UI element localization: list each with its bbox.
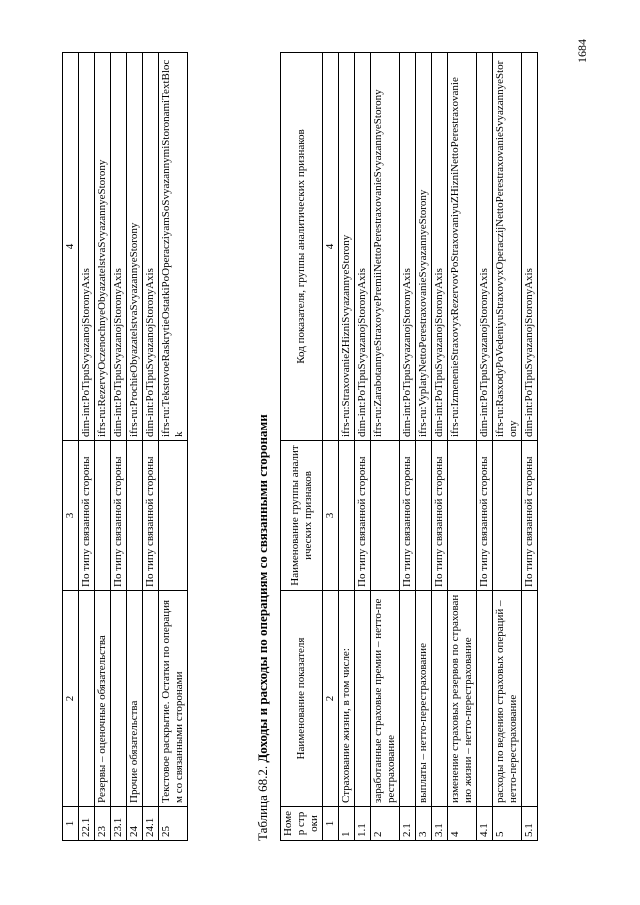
column-number: 1	[63, 807, 79, 841]
row-group	[371, 441, 400, 591]
row-group: По типу связанной стороны	[111, 441, 127, 591]
row-group	[416, 441, 432, 591]
column-number: 3	[323, 441, 339, 591]
row-group	[493, 441, 522, 591]
row-number: 2	[371, 807, 400, 841]
column-number-row	[323, 53, 339, 841]
row-group: По типу связанной стороны	[355, 441, 371, 591]
row-number: 1.1	[355, 807, 371, 841]
row-group	[159, 441, 188, 591]
column-number: 2	[63, 591, 79, 807]
row-number: 1	[339, 807, 355, 841]
header-code: Код показателя, группы аналитических признаков	[281, 53, 323, 441]
table-row	[111, 53, 127, 841]
row-code: ifrs-ru:StraxovanieZHizniSvyazannyeStorony	[339, 53, 355, 441]
row-number: 24	[127, 807, 143, 841]
row-number: 23.1	[111, 807, 127, 841]
row-code: dim-int:PoTipuSvyazanojStoronyAxis	[522, 53, 538, 441]
row-group: По типу связанной стороны	[432, 441, 448, 591]
table-row	[400, 53, 416, 841]
row-number: 4.1	[477, 807, 493, 841]
row-group	[448, 441, 477, 591]
row-code: dim-int:PoTipuSvyazanojStoronyAxis	[477, 53, 493, 441]
table-row	[493, 53, 522, 841]
row-name	[111, 591, 127, 807]
row-number: 5.1	[522, 807, 538, 841]
row-number: 5	[493, 807, 522, 841]
table-row	[432, 53, 448, 841]
row-group	[339, 441, 355, 591]
header-group: Наименование группы аналитических признаков	[281, 441, 323, 591]
column-number: 1	[323, 807, 339, 841]
caption-title: Доходы и расходы по операциям со связанными сторонами	[255, 414, 270, 763]
table-row	[355, 53, 371, 841]
row-code: ifrs-ru:IzmenenieStraxovyxRezervovPoStraxovaniyuZHizniNettoPerestraxovanie	[448, 53, 477, 441]
header-num: Номер строки	[281, 807, 323, 841]
row-name: Текстовое раскрытие. Остатки по операциям со связанными сторонами	[159, 591, 188, 807]
row-name	[477, 591, 493, 807]
row-name	[355, 591, 371, 807]
row-number: 3	[416, 807, 432, 841]
row-name: выплаты – нетто-перестрахование	[416, 591, 432, 807]
table-row	[143, 53, 159, 841]
table-row	[339, 53, 355, 841]
income-expense-table	[280, 52, 538, 841]
table-row	[477, 53, 493, 841]
header-name: Наименование показателя	[281, 591, 323, 807]
row-name: заработанные страховые премии – нетто-перестрахование	[371, 591, 400, 807]
row-group: По типу связанной стороны	[477, 441, 493, 591]
row-name	[522, 591, 538, 807]
table-row	[159, 53, 188, 841]
row-name: Страхование жизни, в том числе:	[339, 591, 355, 807]
row-code: ifrs-ru:RezervyOczenochnyeObyazatelstvaSvyazannyeStorony	[95, 53, 111, 441]
row-number: 25	[159, 807, 188, 841]
table-row	[371, 53, 400, 841]
row-group: По типу связанной стороны	[143, 441, 159, 591]
row-name	[400, 591, 416, 807]
row-name	[79, 591, 95, 807]
row-name: расходы по ведению страховых операций – нетто-перестрахование	[493, 591, 522, 807]
column-number: 2	[323, 591, 339, 807]
row-code: ifrs-ru:ZarabotannyeStraxovyePremiiNettoPerestraxovanieSvyazannyeStorony	[371, 53, 400, 441]
row-group	[95, 441, 111, 591]
table-row	[127, 53, 143, 841]
row-number: 22.1	[79, 807, 95, 841]
row-name: Резервы – оценочные обязательства	[95, 591, 111, 807]
table-caption	[255, 414, 271, 841]
header-row	[281, 53, 323, 841]
row-number: 4	[448, 807, 477, 841]
column-number: 4	[323, 53, 339, 441]
column-number: 4	[63, 53, 79, 441]
row-code: ifrs-ru:ProchieObyazatelstvaSvyazannyeStorony	[127, 53, 143, 441]
row-code: dim-int:PoTipuSvyazanojStoronyAxis	[432, 53, 448, 441]
row-number: 23	[95, 807, 111, 841]
row-name	[432, 591, 448, 807]
row-code: ifrs-ru:VyplatyNettoPerestraxovanieSvyazannyeStorony	[416, 53, 432, 441]
row-number: 24.1	[143, 807, 159, 841]
column-number: 3	[63, 441, 79, 591]
page-number: 1684	[575, 39, 589, 63]
row-name	[143, 591, 159, 807]
row-number: 2.1	[400, 807, 416, 841]
table-row	[95, 53, 111, 841]
row-code: dim-int:PoTipuSvyazanojStoronyAxis	[355, 53, 371, 441]
row-code: ifrs-ru:RasxodyPoVedeniyuStraxovyxOperaczijNettoPerestraxovanieSvyazannyeStorony	[493, 53, 522, 441]
row-code: dim-int:PoTipuSvyazanojStoronyAxis	[143, 53, 159, 441]
table-row	[79, 53, 95, 841]
row-code: ifrs-ru:TekstovoeRaskrytieOstatkiPoOperacziyamSoSvyazannymiStoronamiTextBlock	[159, 53, 188, 441]
row-code: dim-int:PoTipuSvyazanojStoronyAxis	[111, 53, 127, 441]
row-code: dim-int:PoTipuSvyazanojStoronyAxis	[79, 53, 95, 441]
column-number-row	[63, 53, 79, 841]
continued-table	[62, 52, 188, 841]
row-group	[127, 441, 143, 591]
row-group: По типу связанной стороны	[522, 441, 538, 591]
row-group: По типу связанной стороны	[79, 441, 95, 591]
row-name: Прочие обязательства	[127, 591, 143, 807]
row-code: dim-int:PoTipuSvyazanojStoronyAxis	[400, 53, 416, 441]
table-row	[448, 53, 477, 841]
row-number: 3.1	[432, 807, 448, 841]
row-name: изменение страховых резервов по страхованию жизни – нетто-перестрахование	[448, 591, 477, 807]
caption-label: Таблица 68.2.	[255, 765, 270, 841]
table-row	[522, 53, 538, 841]
table-row	[416, 53, 432, 841]
row-group: По типу связанной стороны	[400, 441, 416, 591]
